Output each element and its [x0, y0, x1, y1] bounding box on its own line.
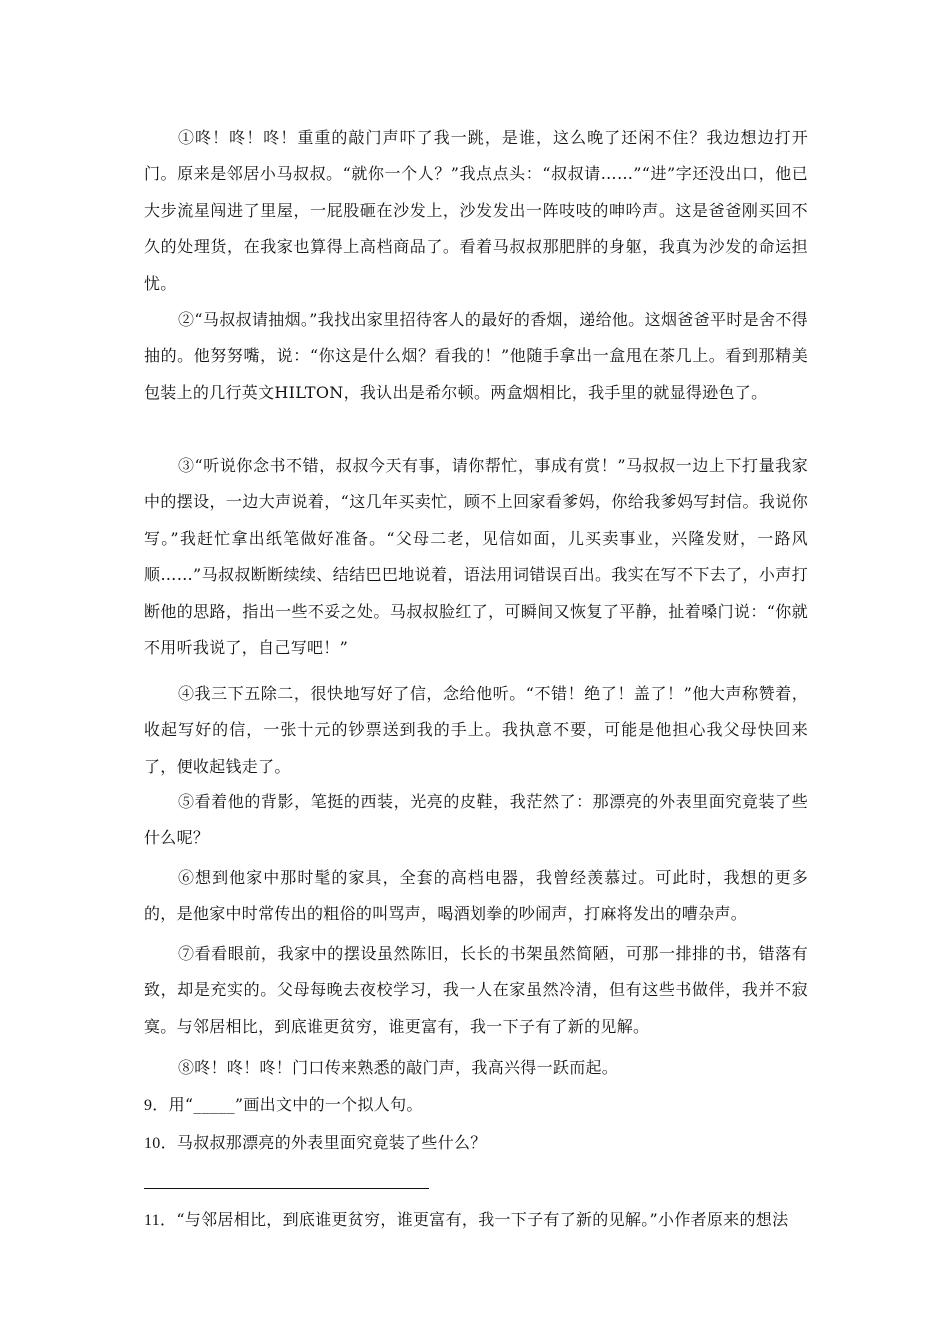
question-number: 10． — [144, 1135, 177, 1152]
question-11 — [144, 1208, 814, 1233]
question-number: 11． — [144, 1212, 177, 1229]
paragraph-3: ③“听说你念书不错，叔叔今天有事，请你帮忙，事成有赏！”马叔叔一边上下打量我家中的摆设，一边大声说着，“这几年买卖忙，顾不上回家看爹妈，你给我爹妈写封信。我说你写。”我赶忙拿出纸笔做好准备。“父母二老，见信如面，儿买卖事业，兴隆发财，一路风顺……”马叔叔断断续续、结结巴巴地说着，语法用词错误百出。我实在写不下去了，小声打断他的思路，指出一些不妥之处。马叔叔脸红了，可瞬间又恢复了平静，扯着嗓门说：“你就不用听我说了，自己写吧！” — [144, 456, 808, 658]
question-9 — [144, 1093, 814, 1118]
paragraph-6: ⑥想到他家中那时髦的家具，全套的高档电器，我曾经羡慕过。可此时，我想的更多的，是他家中时常传出的粗俗的叫骂声，喝酒划拳的吵闹声，打麻将发出的嘈杂声。 — [144, 868, 808, 924]
paragraph-2: ②“马叔叔请抽烟。”我找出家里招待客人的最好的香烟，递给他。这烟爸爸平时是舍不得抽的。他努努嘴，说：“你这是什么烟？看我的！”他随手拿出一盒甩在茶几上。看到那精美包装上的几行英文HILTON，我认出是希尔顿。两盒烟相比，我手里的就显得逊色了。 — [144, 310, 808, 402]
paragraph-8: ⑧咚！咚！咚！门口传来熟悉的敲门声，我高兴得一跃而起。 — [178, 1058, 619, 1077]
paragraph-7: ⑦看看眼前，我家中的摆设虽然陈旧，长长的书架虽然简陋，可那一排排的书，错落有致，却是充实的。父母每晚去夜校学习，我一人在家虽然冷清，但有这些书做伴，我并不寂寞。与邻居相比，到底谁更贫穷，谁更富有，我一下子有了新的见解。 — [144, 944, 808, 1036]
paragraph-4: ④我三下五除二，很快地写好了信，念给他听。“不错！绝了！盖了！”他大声称赞着，收起写好的信，一张十元的钞票送到我的手上。我执意不要，可能是他担心我父母快回来了，便收起钱走了。 — [144, 684, 808, 776]
question-text: “与邻居相比，到底谁更贫穷，谁更富有，我一下子有了新的见解。”小作者原来的想法 — [176, 1210, 789, 1229]
question-10 — [144, 1131, 814, 1156]
paragraph-5: ⑤看着他的背影，笔挺的西装，光亮的皮鞋，我茫然了：那漂亮的外表里面究竟装了些什么呢？ — [144, 792, 808, 848]
paragraph-1: ①咚！咚！咚！重重的敲门声吓了我一跳，是谁，这么晚了还闲不住？我边想边打开门。原来是邻居小马叔叔。“就你一个人？”我点点头：“叔叔请……”“进”字还没出口，他已大步流星闯进了里屋，一屁股砸在沙发上，沙发发出一阵吱吱的呻吟声。这是爸爸刚买回不久的处理货，在我家也算得上高档商品了。看着马叔叔那肥胖的身躯，我真为沙发的命运担忧。 — [144, 128, 808, 293]
answer-line[interactable] — [144, 1188, 429, 1189]
question-number: 9． — [144, 1097, 169, 1114]
question-text: 用“_____”画出文中的一个拟人句。 — [168, 1095, 423, 1114]
question-text: 马叔叔那漂亮的外表里面究竟装了些什么？ — [176, 1133, 487, 1152]
